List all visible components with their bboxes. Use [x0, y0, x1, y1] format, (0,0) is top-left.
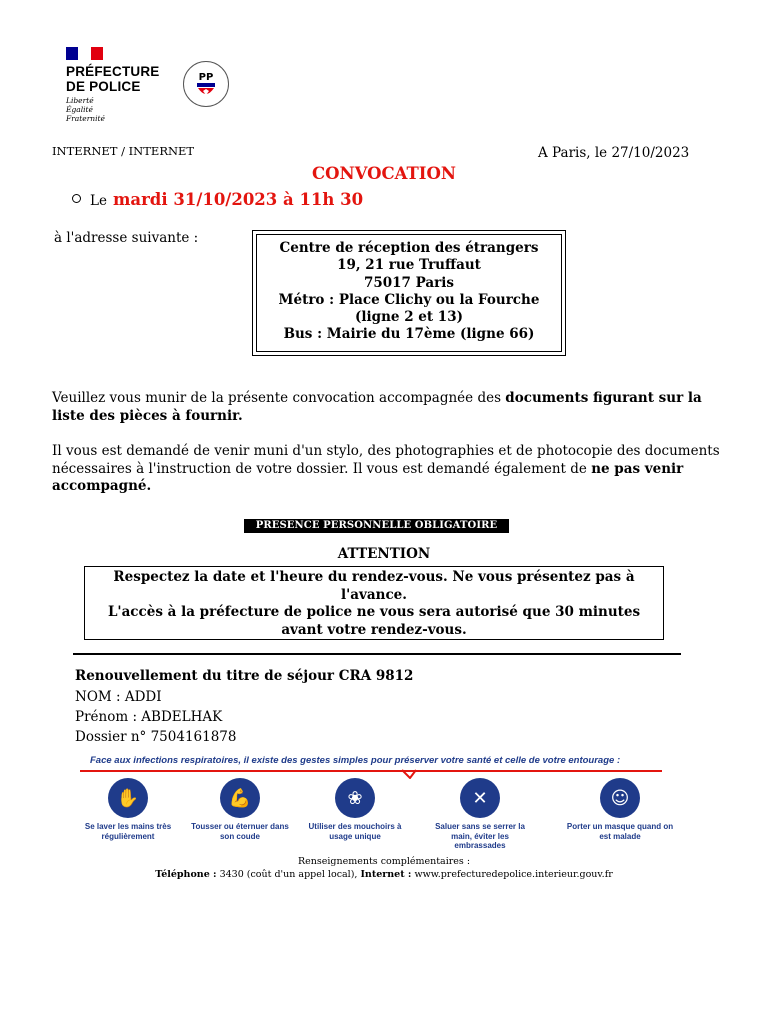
- appointment-line: [72, 190, 363, 209]
- channel-label: INTERNET / INTERNET: [52, 144, 195, 158]
- covid-divider: [80, 770, 662, 772]
- address-line-3: 75017 Paris: [363, 274, 455, 291]
- brand-line-1: PRÉFECTURE: [66, 64, 160, 79]
- motto: [66, 96, 105, 123]
- address-box: [252, 230, 566, 356]
- phone-value: 3430 (coût d'un appel local),: [216, 869, 361, 880]
- web-value: www.prefecturedepolice.interieur.gouv.fr: [411, 869, 613, 880]
- address-line-1: Centre de réception des étrangers: [279, 240, 539, 256]
- attention-line-2: L'accès à la préfecture de police ne vous sera autorisé que 30 minutes avant votre rendez-vous.: [107, 604, 641, 638]
- attention-title: ATTENTION: [337, 546, 431, 562]
- covid-headline: Face aux infections respiratoires, il existe des gestes simples pour préserver votre santé et celle de votre entourage :: [90, 755, 621, 766]
- motto-egalite: Égalité: [66, 105, 93, 114]
- attention-line-1: Respectez la date et l'heure du rendez-vous. Ne vous présentez pas à l'avance.: [113, 569, 635, 603]
- covid-caption: Porter un masque quand on est malade: [566, 822, 674, 841]
- speech-tail-icon: [402, 769, 418, 779]
- covid-caption: Saluer sans se serrer la main, éviter les embrassades: [435, 822, 525, 850]
- address-line-2: 19, 21 rue Truffaut: [337, 257, 481, 274]
- convocation-title: CONVOCATION: [312, 164, 456, 183]
- documents-text: Veuillez vous munir de la présente convocation accompagnée des: [52, 390, 506, 406]
- logo-text: PP: [198, 72, 214, 83]
- french-flag-icon: [66, 47, 103, 60]
- tissue-icon: ❀: [335, 778, 375, 818]
- attention-box: [84, 566, 664, 640]
- brand-name: [66, 64, 160, 94]
- hand-washing-icon: ✋: [108, 778, 148, 818]
- appointment-le: Le: [90, 193, 107, 209]
- prefecture-police-logo-icon: [182, 60, 230, 108]
- instructions-bold: ne pas venir accompagné.: [52, 460, 684, 494]
- instructions-paragraph: [52, 443, 722, 496]
- phone-label: Téléphone :: [155, 869, 217, 880]
- covid-caption: Se laver les mains très régulièrement: [84, 822, 172, 841]
- address-line-4: Métro : Place Clichy ou la Fourche: [278, 291, 540, 308]
- divider: [73, 653, 681, 655]
- motto-fraternite: Fraternité: [66, 114, 105, 123]
- dossier-nom: NOM : ADDI: [75, 689, 162, 705]
- documents-paragraph: [52, 390, 722, 425]
- dossier-prenom: Prénom : ABDELHAK: [75, 709, 223, 725]
- footer-contact: [0, 869, 768, 880]
- address-label: à l'adresse suivante :: [54, 230, 199, 246]
- documents-bold: documents figurant sur la liste des pièces à fournir.: [52, 390, 702, 424]
- letter-date: A Paris, le 27/10/2023: [538, 145, 690, 161]
- covid-caption: Tousser ou éternuer dans son coude: [191, 822, 289, 841]
- appointment-datetime: mardi 31/10/2023 à 11h 30: [112, 190, 364, 209]
- bullet-icon: [72, 194, 81, 203]
- cough-elbow-icon: 💪: [220, 778, 260, 818]
- motto-liberte: Liberté: [66, 96, 94, 105]
- footer-info-label: Renseignements complémentaires :: [297, 856, 471, 867]
- covid-caption: Utiliser des mouchoirs à usage unique: [308, 822, 402, 841]
- address-line-6: Bus : Mairie du 17ème (ligne 66): [283, 326, 535, 343]
- no-handshake-icon: ✕: [460, 778, 500, 818]
- mask-icon: ☺: [600, 778, 640, 818]
- dossier-number: Dossier n° 7504161878: [75, 729, 237, 745]
- dossier-title: Renouvellement du titre de séjour CRA 9812: [75, 668, 414, 684]
- address-line-5: (ligne 2 et 13): [355, 309, 463, 326]
- instructions-text: Il vous est demandé de venir muni d'un stylo, des photographies et de photocopie des documents nécessaires à l'instruction de votre dossier. Il vous est demandé également de: [52, 443, 720, 477]
- brand-line-2: DE POLICE: [66, 79, 141, 94]
- presence-banner: PRESENCE PERSONNELLE OBLIGATOIRE: [244, 519, 509, 533]
- web-label: Internet :: [360, 869, 412, 880]
